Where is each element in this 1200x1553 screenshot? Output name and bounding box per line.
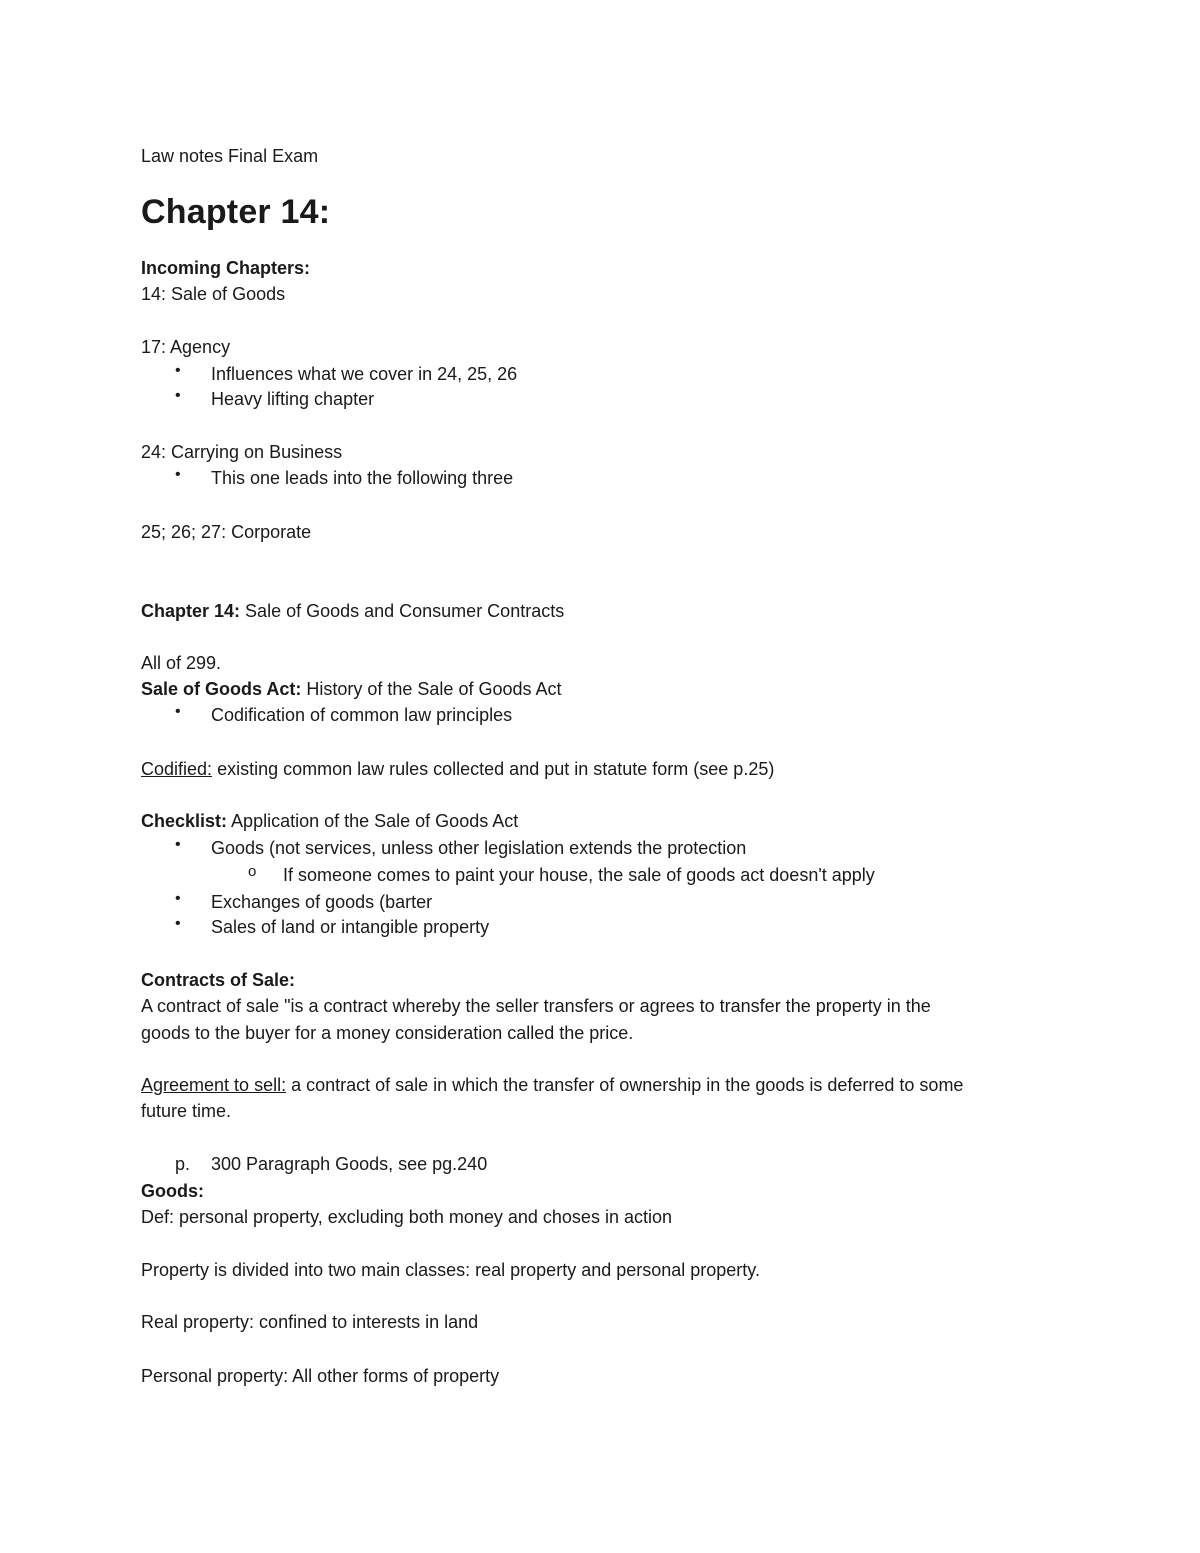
chapter-heading: Chapter 14: — [141, 193, 331, 231]
list-item: Influences what we cover in 24, 25, 26 — [211, 364, 518, 384]
checklist-line — [141, 810, 518, 832]
all-of-line: All of 299. — [141, 653, 222, 673]
incoming-chapter-25: 25; 26; 27: Corporate — [141, 522, 312, 542]
sale-of-goods-act-label: Sale of Goods Act: — [141, 679, 302, 699]
sub-list-item: If someone comes to paint your house, the sale of goods act doesn't apply — [283, 865, 875, 885]
bullet-glyph: • — [175, 915, 181, 932]
p300-text: 300 Paragraph Goods, see pg.240 — [211, 1154, 488, 1174]
bullet-glyph: • — [175, 362, 181, 379]
agreement-label: Agreement to sell: — [141, 1075, 287, 1095]
list-item: This one leads into the following three — [211, 468, 514, 488]
incoming-chapters-title: Incoming Chapters: — [141, 258, 311, 278]
bullet-glyph: • — [175, 387, 181, 404]
goods-title: Goods: — [141, 1181, 204, 1201]
chapter-14-text: Sale of Goods and Consumer Contracts — [245, 601, 565, 621]
list-item: Heavy lifting chapter — [211, 389, 375, 409]
contracts-of-sale-title: Contracts of Sale: — [141, 970, 296, 990]
list-item: Sales of land or intangible property — [211, 917, 490, 937]
incoming-chapter-14: 14: Sale of Goods — [141, 284, 286, 304]
document-header: Law notes Final Exam — [141, 146, 319, 166]
goods-definition: Def: personal property, excluding both money and choses in action — [141, 1207, 672, 1227]
bullet-glyph: • — [175, 703, 181, 720]
list-item: Goods (not services, unless other legislation extends the protection — [211, 838, 747, 858]
checklist-label: Checklist: — [141, 811, 228, 831]
property-classes: Property is divided into two main classes: real property and personal property. — [141, 1260, 760, 1280]
agreement-text: a contract of sale in which the transfer of ownership in the goods is deferred to some — [286, 1075, 964, 1095]
bullet-glyph: • — [175, 466, 181, 483]
incoming-chapter-24: 24: Carrying on Business — [141, 442, 343, 462]
codified-line — [141, 758, 774, 780]
sale-of-goods-act-line — [141, 678, 562, 700]
chapter-14-line — [141, 600, 564, 622]
bullet-glyph: • — [175, 890, 181, 907]
sub-bullet-glyph: o — [248, 863, 257, 880]
contracts-line-1: A contract of sale "is a contract whereby the seller transfers or agrees to transfer the property in the — [141, 996, 931, 1016]
p300-marker: p. — [175, 1154, 191, 1174]
codified-text: existing common law rules collected and put in statute form (see p.25) — [217, 759, 775, 779]
contracts-line-2: goods to the buyer for a money consideration called the price. — [141, 1023, 634, 1043]
incoming-chapter-17: 17: Agency — [141, 337, 231, 357]
codified-label: Codified: — [141, 759, 213, 779]
sale-of-goods-act-text: History of the Sale of Goods Act — [306, 679, 562, 699]
real-property: Real property: confined to interests in land — [141, 1312, 479, 1332]
chapter-14-label: Chapter 14: — [141, 601, 241, 621]
bullet-glyph: • — [175, 836, 181, 853]
personal-property: Personal property: All other forms of property — [141, 1366, 500, 1386]
list-item: Codification of common law principles — [211, 705, 513, 725]
agreement-line-1 — [141, 1074, 963, 1096]
agreement-line-2: future time. — [141, 1101, 232, 1121]
checklist-text: Application of the Sale of Goods Act — [231, 811, 519, 831]
list-item: Exchanges of goods (barter — [211, 892, 433, 912]
